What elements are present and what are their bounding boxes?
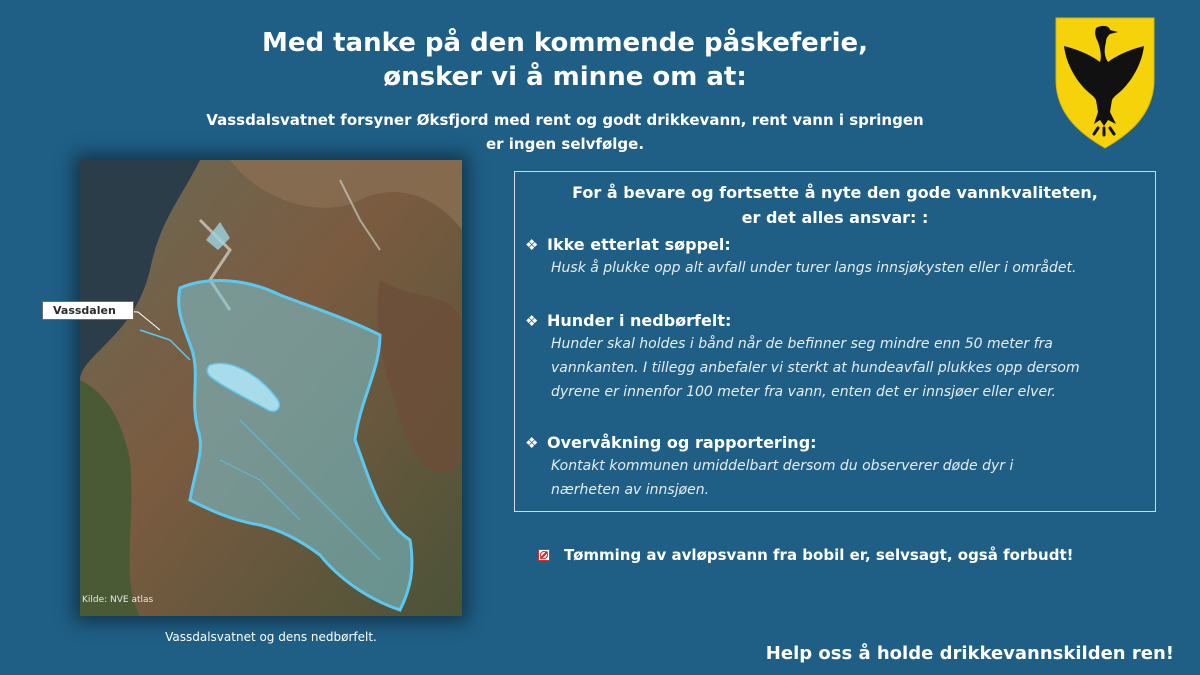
title-line-2: ønsker vi å minne om at: xyxy=(383,62,747,92)
diamond-bullet-icon: ❖ xyxy=(525,312,539,330)
page-subtitle xyxy=(150,108,980,156)
info-heading-line-2: er det alles ansvar: : xyxy=(741,208,929,227)
info-item-title-row xyxy=(525,310,1145,332)
info-item-monitoring xyxy=(525,432,1145,502)
info-item-text xyxy=(525,454,1145,502)
diamond-bullet-icon: ❖ xyxy=(525,434,539,452)
catchment-map xyxy=(80,160,462,616)
prohibited-icon xyxy=(538,549,550,561)
subtitle-line-2: er ingen selvfølge. xyxy=(485,135,645,153)
info-item-text xyxy=(525,256,1145,280)
map-caption: Vassdalsvatnet og dens nedbørfelt. xyxy=(165,630,377,644)
subtitle-line-1: Vassdalsvatnet forsyner Øksfjord med rent og godt drikkevann, rent vann i springen xyxy=(206,111,924,129)
satellite-map-image xyxy=(80,160,462,616)
info-item-title: Hunder i nedbørfelt: xyxy=(547,311,732,330)
info-item-line: dyrene er innenfor 100 meter fra vann, enten det er innsjøer eller elver. xyxy=(551,384,1056,400)
info-box xyxy=(514,171,1156,512)
page-title xyxy=(150,26,980,94)
info-item-line: Husk å plukke opp alt avfall under turer langs innsjøkysten eller i området. xyxy=(551,260,1077,276)
info-heading-line-1: For å bevare og fortsette å nyte den gode vannkvaliteten, xyxy=(572,183,1098,202)
info-item-line: Kontakt kommunen umiddelbart dersom du observerer døde dyr i xyxy=(551,458,1014,474)
footer-slogan: Help oss å holde drikkevannskilden ren! xyxy=(765,643,1174,664)
info-item-title-row xyxy=(525,432,1145,454)
info-item-line: vannkanten. I tillegg anbefaler vi sterkt at hundeavfall plukkes opp dersom xyxy=(551,360,1080,376)
info-item-title: Ikke etterlat søppel: xyxy=(547,235,731,254)
map-label-vassdalen: Vassdalen xyxy=(42,301,134,320)
warning-text: Tømming av avløpsvann fra bobil er, selvsagt, også forbudt! xyxy=(564,546,1074,564)
info-heading xyxy=(515,180,1155,230)
map-source: Kilde: NVE atlas xyxy=(82,595,154,605)
warning-notice xyxy=(538,546,1148,564)
title-line-1: Med tanke på den kommende påskeferie, xyxy=(261,28,869,58)
info-item-line: Hunder skal holdes i bånd når de befinner seg mindre enn 50 meter fra xyxy=(551,336,1053,352)
info-item-dogs xyxy=(525,310,1145,404)
info-item-title: Overvåkning og rapportering: xyxy=(547,433,817,452)
info-item-litter xyxy=(525,234,1145,280)
info-item-line: nærheten av innsjøen. xyxy=(551,482,710,498)
info-item-text xyxy=(525,332,1145,404)
info-item-title-row xyxy=(525,234,1145,256)
cormorant-crest-icon xyxy=(1054,16,1156,150)
diamond-bullet-icon: ❖ xyxy=(525,236,539,254)
